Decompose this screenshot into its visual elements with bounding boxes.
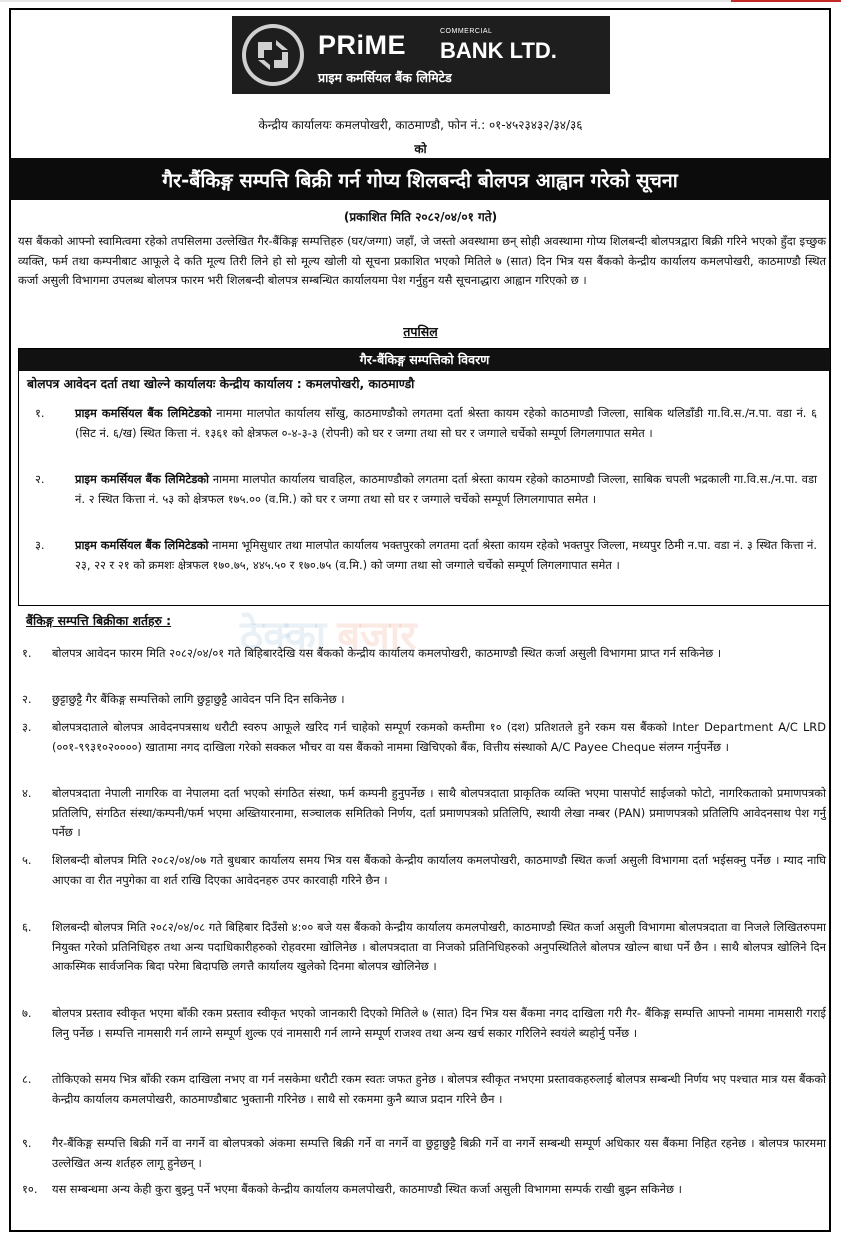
term-item xyxy=(18,851,826,890)
asset-item-description: नाममा मालपोत कार्यालय साँखु, काठमाण्डौको लगतमा दर्ता श्रेस्ता कायम रहेको काठमाण्डौ जिल्ला, साबिक थलिडाँडी गा.वि.स./न.पा. वडा नं. ६ (सिट नं. ६/ख) स्थित कित्ता नं. १३६१ को क्षेत्रफल ०-४-३-३ (रोपनी) को घर र जग्गा तथा सो घर र जग्गाले चर्चेको सम्पूर्ण लिगलगापात समेत । xyxy=(75,406,817,440)
bid-office-line: बोलपत्र आवेदन दर्ता तथा खोल्ने कार्यालयः केन्द्रीय कार्यालय : कमलपोखरी, काठमाण्डौ xyxy=(27,377,415,391)
term-text: यस सम्बन्धमा अन्य केही कुरा बुझ्नु पर्ने भएमा बैंकको केन्द्रीय कार्यालय कमलपोखरी, काठमाण्डौ स्थित कर्जा असुली विभागमा सम्पर्क राखी बुझ्न सकिनेछ । xyxy=(52,1182,682,1196)
term-text: बोलपत्रदाता नेपाली नागरिक वा नेपालमा दर्ता भएको संगठित संस्था, फर्म कम्पनी हुनुपर्नेछ । साथै बोलपत्रदाता प्राकृतिक व्यक्ति भएमा पासपोर्ट साईजको फोटो, नागरिकताको प्रमाणपत्रको प्रतिलिपि, संगठित संस्था/कम्पनी/फर्म भएमा अख्तियारनामा, सञ्चालक समितिको निर्णय, दर्ता प्रमाणपत्रको प्रतिलिपि, स्थायी लेखा नम्बर (PAN) प्रमाणपत्रको प्रतिलिपि आवेदनसाथ पेश गर्नु पर्नेछ । xyxy=(52,786,826,839)
term-item xyxy=(18,1134,826,1173)
asset-item-owner: प्राइम कमर्सियल बैंक लिमिटेडको xyxy=(75,406,212,420)
asset-item xyxy=(27,469,817,509)
publish-date: (प्रकाशित मिति २०८२/०४/०१ गते) xyxy=(343,210,498,224)
asset-item-text xyxy=(75,469,817,509)
intro-paragraph: यस बैंकको आफ्नो स्वामित्वमा रहेको तपसिलमा उल्लेखित गैर-बैंकिङ्ग सम्पत्तिहरु (घर/जग्गा) जहाँ, जे जस्तो अवस्थामा छन् सोही अवस्थामा गोप्य शिलबन्दी बोलपत्रद्वारा बिक्री गरिने भएको हुँदा इच्छुक व्यक्ति, फर्म तथा कम्पनीबाट आफूले दे कति मूल्य तिरी लिने हो सो मूल्य खोली यो सूचना प्रकाशित भएको मितिले ७ (सात) दिन भित्र यस बैंकको केन्द्रीय कार्यालय कमलपोखरी, काठमाण्डौ स्थित कर्जा असुली विभागमा उपलब्ध बोलपत्र फारम भरी शिलबन्दी बोलपत्र सम्बन्धित कार्यालयमा पेश गर्नुहुन यसै सूचनाद्धारा आह्वान गरिएको छ । xyxy=(18,234,826,287)
term-item xyxy=(18,644,826,664)
terms-heading: बैंकिङ्ग सम्पत्ति बिक्रीका शर्तहरु : xyxy=(26,614,172,628)
term-text: शिलबन्दी बोलपत्र मिति २०८२/०४/०७ गते बुधबार कार्यालय समय भित्र यस बैंकको केन्द्रीय कार्यालय कमलपोखरी, काठमाण्डौ स्थित कर्जा असुली विभागमा दर्ता भईसक्नु पर्नेछ । म्याद नाघि आएका वा रीत नपुगेका वा शर्त राखि दिएका आवेदनहरु उपर कारवाही गरिने छैन । xyxy=(52,853,826,887)
term-number: ८. xyxy=(22,1072,32,1086)
watermark-part-1: ठेक्का xyxy=(240,614,327,658)
asset-item-text xyxy=(75,535,817,575)
term-number: १. xyxy=(22,646,32,660)
term-text: छुट्टाछुट्टै गैर बैंकिङ्ग सम्पत्तिको लागि छुट्टाछुट्टै आवेदन पनि दिन सकिनेछ । xyxy=(52,692,345,706)
term-item xyxy=(18,1180,826,1200)
watermark-part-2: बजार xyxy=(337,614,417,658)
asset-details-heading: गैर-बैंकिङ्ग सम्पत्तिको विवरण xyxy=(19,349,830,371)
term-text: बोलपत्र आवेदन फारम मिति २०८२/०४/०१ गते बिहिबारदेखि यस बैंकको केन्द्रीय कार्यालय कमलपोखरी, काठमाण्डौ स्थित कर्जा असुली विभागमा प्राप्त गर्न सकिनेछ । xyxy=(52,646,722,660)
term-number: १०. xyxy=(22,1182,38,1196)
term-item xyxy=(18,918,826,977)
asset-item-number: ३. xyxy=(35,538,45,552)
term-number: ४. xyxy=(22,786,32,800)
asset-item xyxy=(27,403,817,443)
term-number: ६. xyxy=(22,920,32,934)
logo-nepali-text: प्राइम कमर्सियल बैंक लिमिटेड xyxy=(318,70,452,85)
office-address: केन्द्रीय कार्यालयः कमलपोखरी, काठमाण्डौ, फोन नं.: ०१-४५२३४३२/३४/३६ xyxy=(258,118,583,132)
ko-label: को xyxy=(414,142,427,156)
term-number: ७. xyxy=(22,1006,32,1020)
tapasil-text: तपसिल xyxy=(403,324,438,339)
asset-details-box xyxy=(18,348,831,606)
term-number: २. xyxy=(22,692,32,706)
asset-item-owner: प्राइम कमर्सियल बैंक लिमिटेडको xyxy=(75,538,209,552)
asset-item-number: २. xyxy=(35,472,45,486)
notice-title-text: गैर-बैंकिङ्ग सम्पत्ति बिक्री गर्न गोप्य शिलबन्दी बोलपत्र आह्वान गरेको सूचना xyxy=(162,168,678,192)
asset-item-number: १. xyxy=(35,406,45,420)
logo-bank-text: BANK LTD. xyxy=(440,38,557,63)
bank-emblem-icon xyxy=(238,20,308,90)
top-rule-accent xyxy=(731,0,841,2)
logo-commercial-text: COMMERCIAL xyxy=(440,28,493,35)
term-item xyxy=(18,784,826,843)
term-text: शिलबन्दी बोलपत्र मिति २०८२/०४/०८ गते बिहिबार दिउँसो ४:०० बजे यस बैंकको केन्द्रीय कार्यालय कमलपोखरी, काठमाण्डौ स्थित कर्जा असुली विभागमा बोलपत्रदाता वा निजले लिखितरुपमा नियुक्त गरेको प्रतिनिधिहरु तथा अन्य पदाधिकारीहरुको रोहवरमा खोलिनेछ । बोलपत्रदाता वा निजको प्रतिनिधिहरुको अनुपस्थितिले बोलपत्र खोल्न बाधा पर्ने छैन । साथै बोलपत्र खोलिने दिन आकस्मिक सार्वजनिक बिदा परेमा बिदापछि लगत्तै कार्यालय खुलेको दिनमा बोलपत्र खोलिनेछ । xyxy=(52,920,826,973)
asset-item-owner: प्राइम कमर्सियल बैंक लिमिटेडको xyxy=(75,472,209,486)
asset-item-text xyxy=(75,403,817,443)
tapasil-heading xyxy=(0,323,841,340)
term-text: बोलपत्रदाताले बोलपत्र आवेदनपत्रसाथ धरौटी स्वरुप आफूले खरिद गर्न चाहेको सम्पूर्ण रकमको कम्तीमा १० (दश) प्रतिशतले हुने रकम यस बैंकको Inter Department A/C LRD (००१-९९३१०२००००) खातामा नगद दाखिला गरेको सक्कल भौचर वा यस बैंकको नाममा खिचिएको बैंक, वित्तीय संस्थाको A/C Payee Cheque संलग्न गर्नुपर्नेछ । xyxy=(52,720,826,754)
bank-logo xyxy=(232,16,610,94)
term-text: तोकिएको समय भित्र बाँकी रकम दाखिला नभए वा गर्न नसकेमा धरौटी रकम स्वतः जफत हुनेछ । बोलपत्र स्वीकृत नभएमा प्रस्तावकहरुलाई बोलपत्र सम्बन्धी निर्णय भए पश्चात मात्र यस बैंकको केन्द्रीय कार्यालय कमलपोखरी, काठमाण्डौबाट भुक्तानी गरिनेछ । साथै सो रकममा कुनै ब्याज प्रदान गरिने छैन । xyxy=(52,1072,826,1106)
term-text: बोलपत्र प्रस्ताव स्वीकृत भएमा बाँकी रकम प्रस्ताव स्वीकृत भएको जानकारी दिएको मितिले ७ (सात) दिन भित्र यस बैंकमा नगद दाखिला गरी गैर- बैंकिङ्ग सम्पत्ति आफ्नो नाममा नामसारी गराई लिनु पर्नेछ । सम्पत्ति नामसारी गर्न लाग्ने सम्पूर्ण शुल्क एवं नामसारी गर्न लाग्ने सम्पूर्ण राजश्व तथा अन्य खर्च सकार गरिलिने स्वयंले ब्यहोर्नु पर्नेछ । xyxy=(52,1006,826,1040)
asset-item-description: नाममा भूमिसुधार तथा मालपोत कार्यालय भक्तपुरको लगतमा दर्ता श्रेस्ता कायम रहेको भक्तपुर जिल्ला, मध्यपुर ठिमी न.पा. वडा नं. ३ स्थित कित्ता नं. २३, २२ र २१ को क्रमशः क्षेत्रफल १७०.७५, ४४५.५० र १७०.७५ (व.मि.) को जग्गा तथा सो जग्गाले चर्चेको सम्पूर्ण लिगलगापात समेत । xyxy=(75,538,818,572)
notice-title xyxy=(9,158,831,200)
asset-item-description: नाममा मालपोत कार्यालय चावहिल, काठमाण्डौको लगतमा दर्ता श्रेस्ता कायम रहेको काठमाण्डौ जिल्ला, साबिक चपली भद्रकाली गा.वि.स./न.पा. वडा नं. २ स्थित कित्ता नं. ५३ को क्षेत्रफल १७५.०० (व.मि.) को घर र जग्गा तथा सो घर र जग्गाले चर्चेको सम्पूर्ण लिगलगापात समेत । xyxy=(75,472,817,506)
term-item xyxy=(18,718,826,757)
asset-item xyxy=(27,535,817,575)
top-rule xyxy=(0,0,841,2)
logo-prime-text: PRiME xyxy=(318,30,407,60)
term-item xyxy=(18,1004,826,1043)
term-text: गैर-बैंकिङ्ग सम्पत्ति बिक्री गर्ने वा नगर्ने वा बोलपत्रको अंकमा सम्पत्ति बिक्री गर्ने वा नगर्ने वा छुट्टाछुट्टै बिक्री गर्ने वा नगर्ने सम्बन्धी सम्पूर्ण अधिकार यस बैंकमा निहित रहनेछ । बोलपत्र फारममा उल्लेखित अन्य शर्तहरु लागू हुनेछन् । xyxy=(52,1136,826,1170)
term-number: ९. xyxy=(22,1136,32,1150)
term-number: ५. xyxy=(22,853,32,867)
term-item xyxy=(18,690,826,710)
term-item xyxy=(18,1070,826,1109)
term-number: ३. xyxy=(22,720,32,734)
